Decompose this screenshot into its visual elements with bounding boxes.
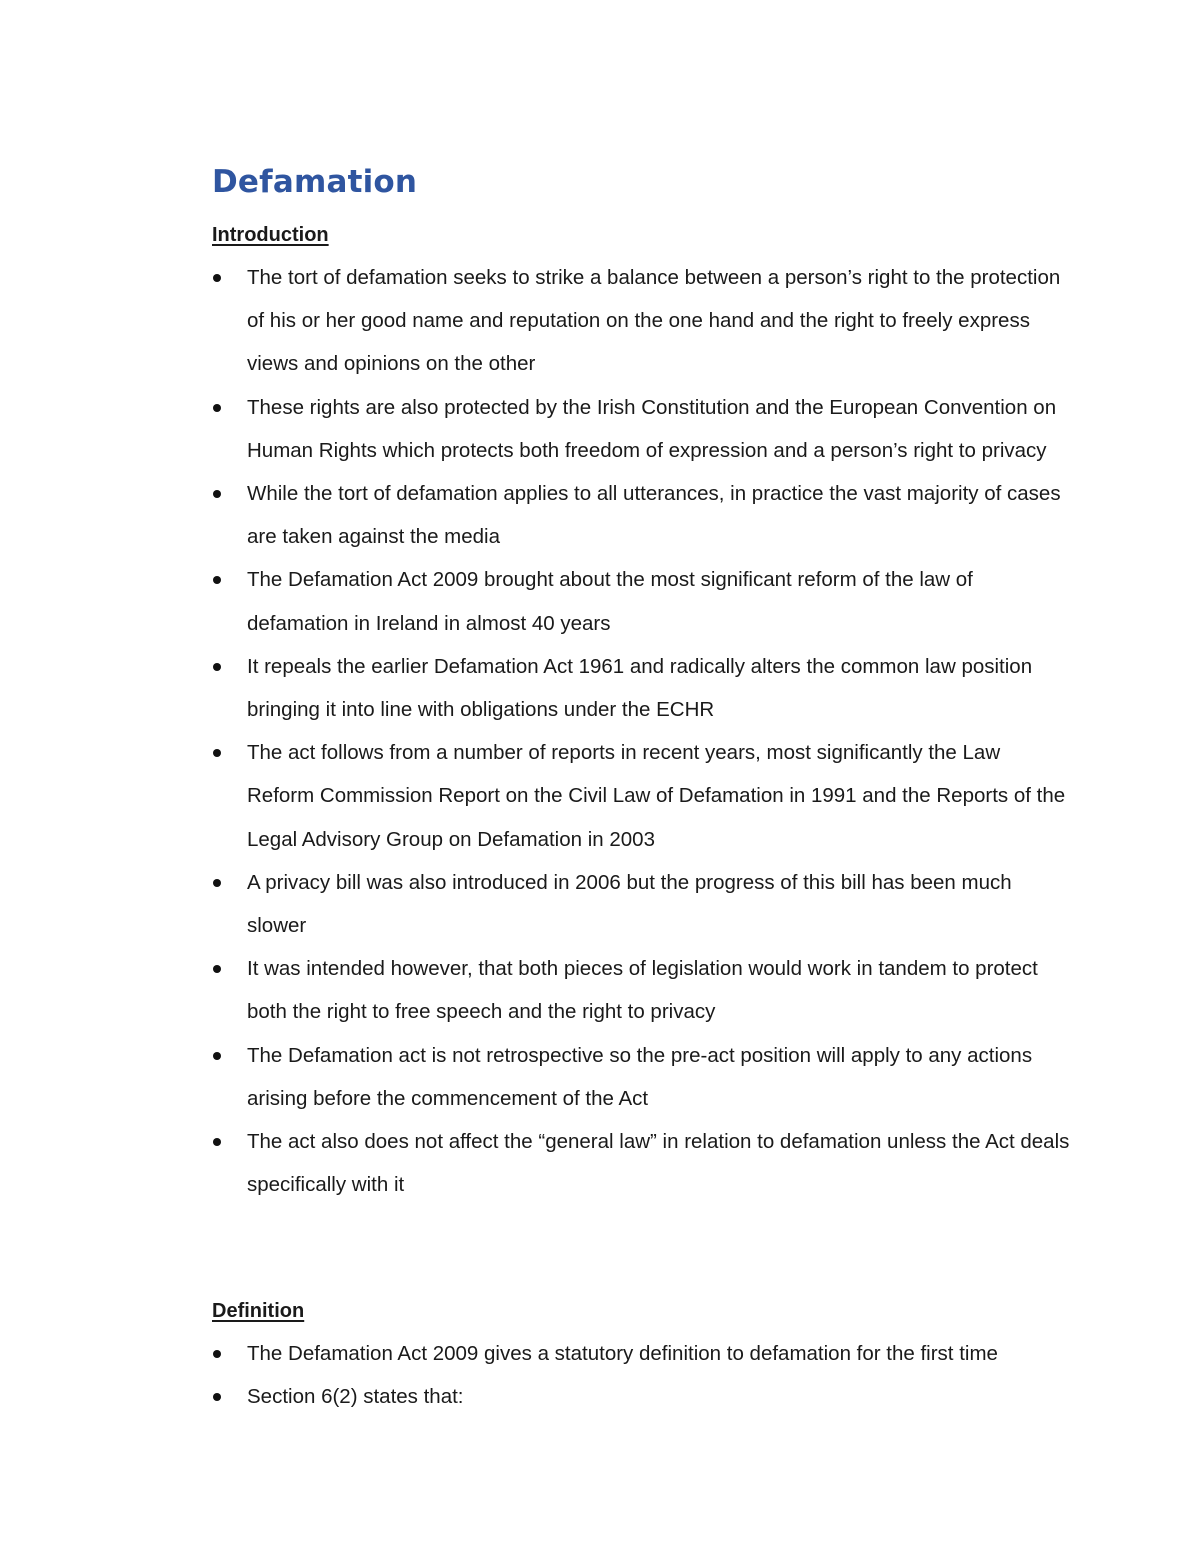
bullet-text: The Defamation Act 2009 gives a statutory definition to defamation for the first time [247,1342,998,1365]
list-item [212,1034,1072,1120]
bullet-text: The tort of defamation seeks to strike a balance between a person’s right to the protection of his or her good name and reputation on the one hand and the right to freely express views and opinions on the other [247,266,1061,376]
list-item [212,256,1072,386]
document-title: Defamation [212,164,418,200]
bullet-text: Section 6(2) states that: [247,1385,464,1409]
bullet-icon [213,274,221,282]
list-item [212,1332,1072,1375]
list-item [212,558,1072,644]
bullet-icon [213,749,221,757]
section-heading-introduction: Introduction [212,224,329,246]
bullet-icon [213,1138,221,1146]
list-item [212,645,1072,731]
bullet-text: A privacy bill was also introduced in 2006 but the progress of this bill has been much slower [247,870,1012,938]
bullet-text: The act also does not affect the “general law” in relation to defamation unless the Act deals specifically with it [247,1130,1070,1197]
bullet-text: The act follows from a number of reports in recent years, most significantly the Law Reform Commission Report on the Civil Law of Defamation in 1991 and the Reports of the Legal Advisory Group on Defamation in 2003 [247,741,1066,851]
bullet-list-definition [212,1332,1072,1418]
section-heading-definition: Definition [212,1300,305,1322]
bullet-icon [213,1393,221,1401]
list-item [212,947,1072,1033]
list-item [212,1375,1072,1418]
list-item [212,731,1072,861]
bullet-icon [213,879,221,887]
list-item [212,386,1072,472]
bullet-icon [213,1052,221,1060]
bullet-list-introduction [212,256,1072,1206]
bullet-icon [213,965,221,973]
bullet-icon [213,1350,221,1358]
bullet-text: These rights are also protected by the Irish Constitution and the European Convention on Human Rights which protects both freedom of expression and a person’s right to privacy [247,395,1057,462]
bullet-icon [213,663,221,671]
bullet-text: The Defamation Act 2009 brought about the most significant reform of the law of defamation in Ireland in almost 40 years [247,568,973,635]
list-item [212,1120,1072,1206]
bullet-text: It repeals the earlier Defamation Act 1961 and radically alters the common law position bringing it into line with obligations under the ECHR [247,654,1033,722]
bullet-icon [213,576,221,584]
list-item [212,472,1072,558]
bullet-text: It was intended however, that both pieces of legislation would work in tandem to protect both the right to free speech and the right to privacy [247,957,1038,1024]
bullet-icon [213,490,221,498]
bullet-text: The Defamation act is not retrospective so the pre-act position will apply to any actions arising before the commencement of the Act [247,1043,1033,1110]
bullet-text: While the tort of defamation applies to all utterances, in practice the vast majority of cases are taken against the media [247,482,1061,549]
bullet-icon [213,404,221,412]
list-item [212,861,1072,947]
